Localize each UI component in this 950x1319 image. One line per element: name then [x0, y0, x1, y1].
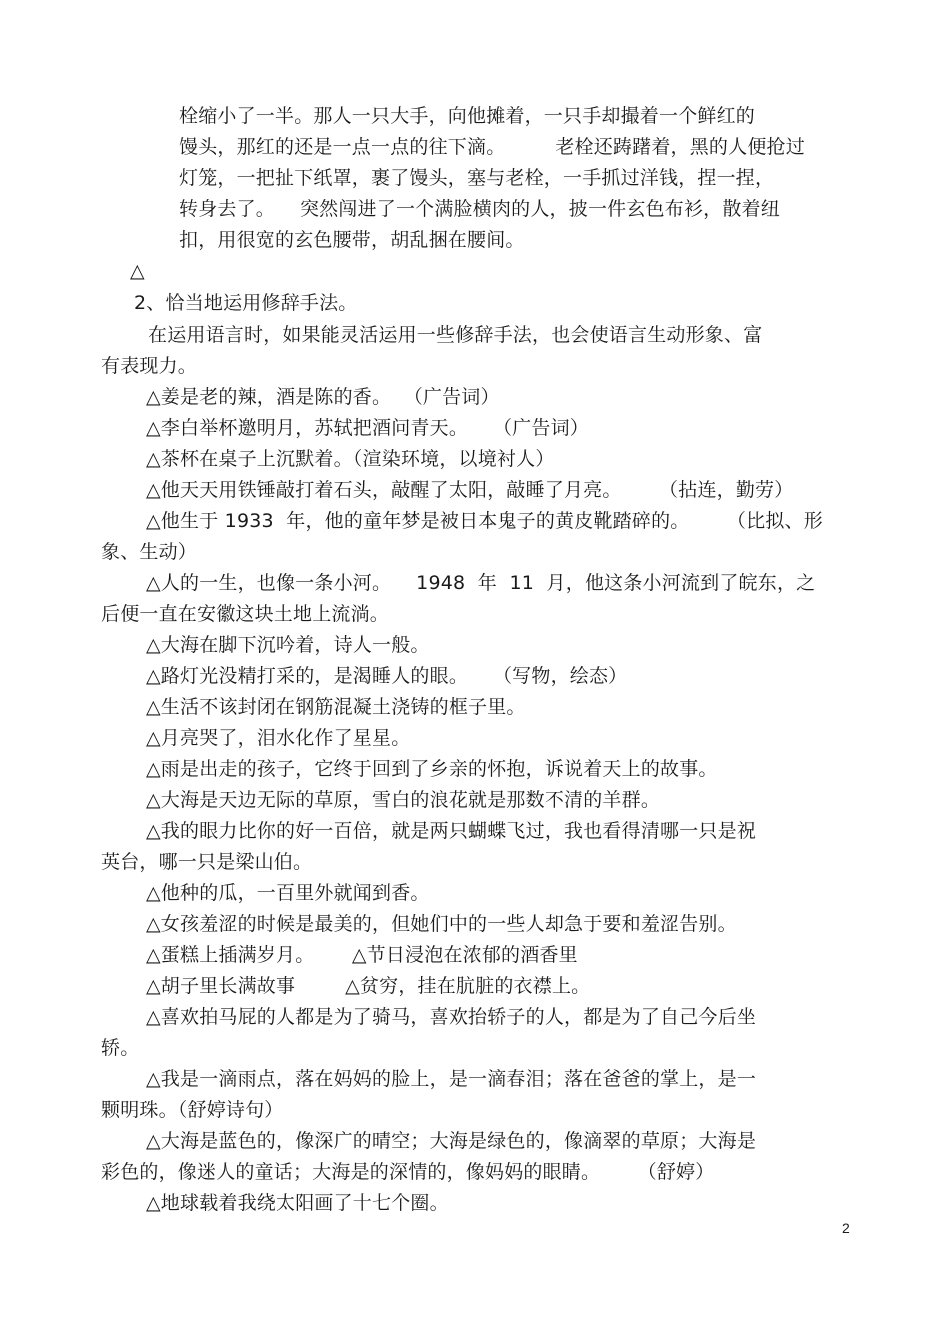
- example-line: △他种的瓜，一百里外就闻到香。: [146, 882, 430, 904]
- quote-line: 栓缩小了一半。那人一只大手，向他摊着，一只手却撮着一个鲜红的: [179, 105, 756, 127]
- example-line: △大海是蓝色的，像深广的晴空；大海是绿色的，像滴翠的草原；大海是: [146, 1130, 757, 1152]
- example-line: △女孩羞涩的时候是最美的，但她们中的一些人却急于要和羞涩告别。: [146, 913, 737, 935]
- example-line: △大海是天边无际的草原，雪白的浪花就是那数不清的羊群。: [146, 789, 661, 811]
- section-heading: 2、恰当地运用修辞手法。: [134, 292, 358, 314]
- intro-line: 有表现力。: [101, 355, 198, 377]
- example-line: △喜欢拍马屁的人都是为了骑马，喜欢抬轿子的人，都是为了自己今后坐: [146, 1006, 757, 1028]
- intro-line: 在运用语言时，如果能灵活运用一些修辞手法，也会使语言生动形象、富: [148, 324, 763, 346]
- example-line: △他生于 1933 年，他的童年梦是被日本鬼子的黄皮靴踏碎的。 （比拟、形: [146, 510, 823, 532]
- example-line: △我的眼力比你的好一百倍，就是两只蝴蝶飞过，我也看得清哪一只是祝: [146, 820, 757, 842]
- example-line: △路灯光没精打采的，是渴睡人的眼。 （写物，绘态）: [146, 665, 628, 687]
- example-line: △我是一滴雨点，落在妈妈的脸上，是一滴春泪；落在爸爸的掌上，是一: [146, 1068, 757, 1090]
- example-line: 英台，哪一只是梁山伯。: [101, 851, 313, 873]
- example-line: △人的一生，也像一条小河。 1948 年 11 月，他这条小河流到了皖东，之: [146, 572, 816, 594]
- example-line: 轿。: [101, 1037, 140, 1059]
- example-line: △月亮哭了，泪水化作了星星。: [146, 727, 411, 749]
- example-line: △胡子里长满故事 △贫穷，挂在肮脏的衣襟上。: [146, 975, 591, 997]
- example-line: 后便一直在安徽这块土地上流淌。: [101, 603, 390, 625]
- example-line: △生活不该封闭在钢筋混凝土浇铸的框子里。: [146, 696, 526, 718]
- example-line: △蛋糕上插满岁月。 △节日浸泡在浓郁的酒香里: [146, 944, 578, 966]
- quote-line: 转身去了。 突然闯进了一个满脸横肉的人，披一件玄色布衫，散着纽: [179, 198, 780, 220]
- example-line: △雨是出走的孩子，它终于回到了乡亲的怀抱，诉说着天上的故事。: [146, 758, 718, 780]
- example-line: 彩色的，像迷人的童话；大海是的深情的，像妈妈的眼睛。 （舒婷）: [101, 1161, 715, 1183]
- example-line: △茶杯在桌子上沉默着。（渲染环境，以境衬人）: [146, 448, 555, 470]
- example-line: △他天天用铁锤敲打着石头，敲醒了太阳，敲睡了月亮。 （拈连，勤劳）: [146, 479, 794, 501]
- example-line: △地球载着我绕太阳画了十七个圈。: [146, 1192, 449, 1214]
- example-line: 象、生动）: [101, 541, 198, 563]
- page-number: 2: [842, 1220, 850, 1236]
- quote-line: 灯笼，一把扯下纸罩，裹了馒头，塞与老栓，一手抓过洋钱，捏一捏，: [179, 167, 775, 189]
- quote-line: 馒头，那红的还是一点一点的往下滴。 老栓还踌躇着，黑的人便抢过: [179, 136, 805, 158]
- example-line: △姜是老的辣，酒是陈的香。 （广告词）: [146, 386, 500, 408]
- example-line: 颗明珠。（舒婷诗句）: [101, 1099, 284, 1121]
- quote-line: 扣，用很宽的玄色腰带，胡乱捆在腰间。: [179, 229, 525, 251]
- example-line: △大海在脚下沉吟着，诗人一般。: [146, 634, 430, 656]
- example-line: △李白举杯邀明月，苏轼把酒问青天。 （广告词）: [146, 417, 589, 439]
- triangle-mark: △: [130, 260, 145, 282]
